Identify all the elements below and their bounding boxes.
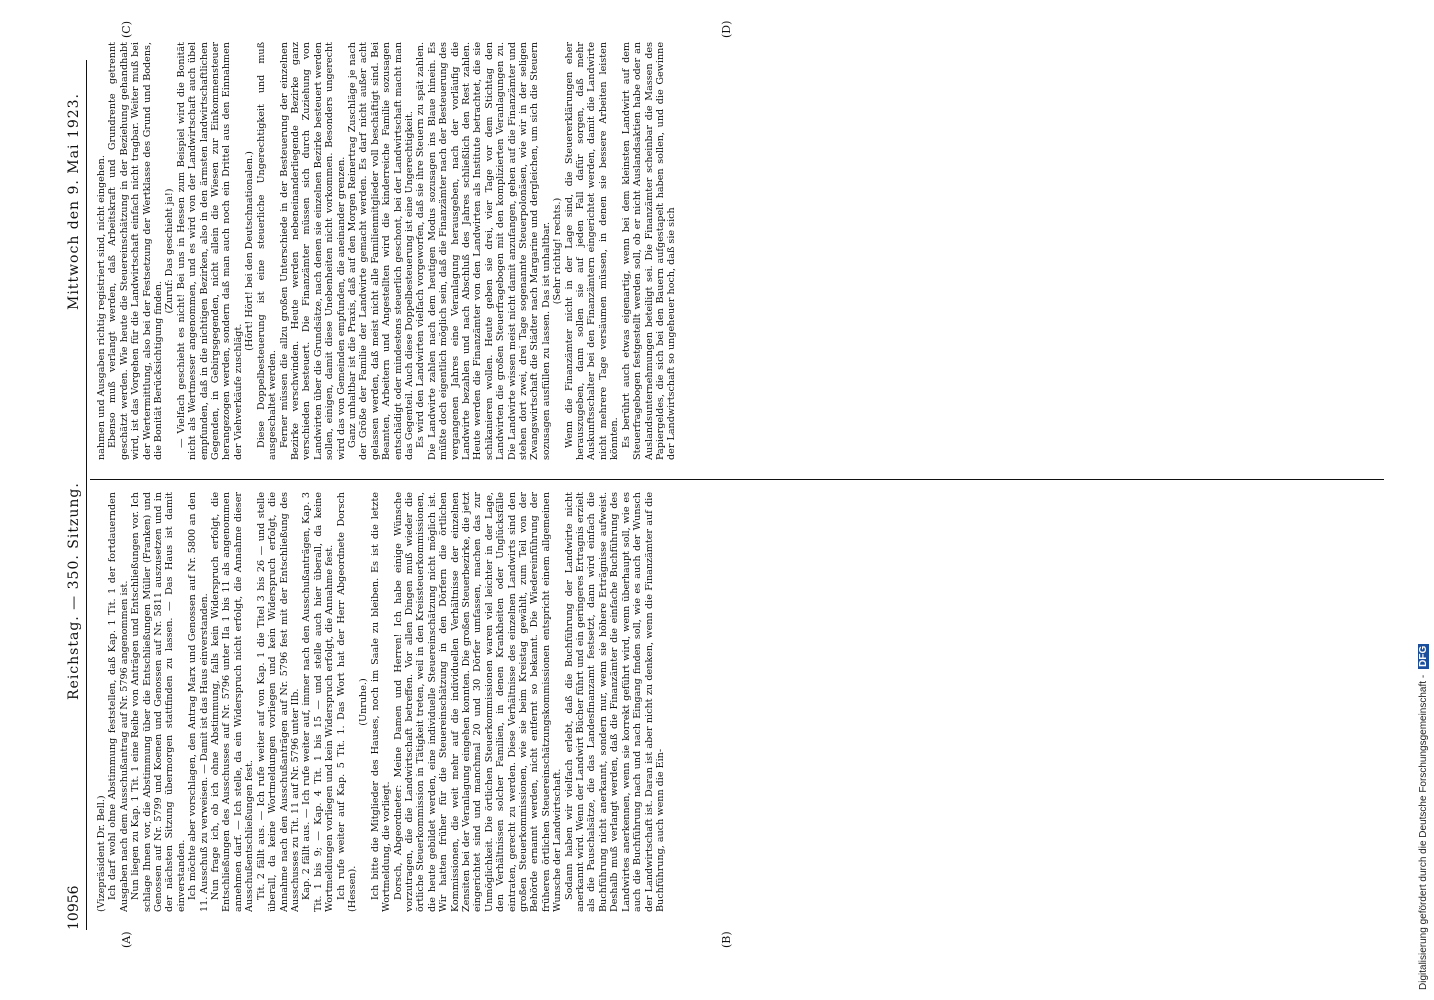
header-right-title: Mittwoch den 9. Mai 1923.	[66, 93, 82, 310]
dfg-logo: DFG	[1418, 645, 1429, 667]
paragraph: Ferner müssen die allzu großen Unterschiede in der Besteuerung der einzelnen Bezirke verschwinden. Heute werden nebeneinanderliegende Bezirke ganz verschieden besteuert. Die Finanzämter müssen sich durch Zuziehung von Landwirten über die Grundsätze, nach denen sie einzelnen Bezirke besteuert werden sollen, einigen, damit diese Unebenheiten nicht vorkommen. Besonders ungerecht wird das von Gemeinden empfunden, die aneinander grenzen.	[278, 42, 347, 460]
paragraph: Nun liegen zu Kap. 1 Tit. 1 eine Reihe von Anträgen und Entschließungen vor. Ich schlage Ihnen vor, die Abstimmung über die Entschließungen Müller (Franken) und Genossen auf Nr. 5799 und Koenen und Genossen auf Nr. 5811 auszusetzen und in der nächsten Sitzung übermorgen stattfinden zu lassen. — Das Haus ist damit einverstanden.	[130, 492, 187, 912]
page-header	[62, 60, 87, 930]
interjection: (Sehr richtig! rechts.)	[552, 197, 564, 305]
paragraph: Dorsch, Abgeordneter: Meine Damen und Herren! Ich habe einige Wünsche vorzutragen, die die Landwirtschaft betreffen. Vor allen Dingen muß wieder die örtliche Steuerkommission in Tätigkeit treten, weil in den Kreissteuerkommissionen, die heute gebildet werden, eine individuelle Steuereinschätzung nicht möglich ist. Wir hatten früher für die Steuereinschätzung in den Dörfern die örtlichen Kommissionen, die weit mehr auf die individuellen Verhältnisse der einzelnen Zensiten bei der Veranlagung eingehen konnten. Die großen Steuerbezirke, die jetzt eingerichtet sind und manchmal 20 und 30 Dörfer umfassen, machen das zur Unmöglichkeit. Die örtlichen Steuerkommissionen waren viel leichter in der Lage, den Verhältnissen solcher Familien, in denen Krankheiten oder Unglücksfälle eintraten, gerecht zu werden. Diese Verhältnisse des einzelnen Landwirts sind den großen Steuerkommissionen, wie sie beim Kreistag gewählt, zum Teil von der Behörde ernannt werden, nicht entfernt so bekannt. Die Wiedereinführung der früheren örtlichen Steuereinschätzungskommissionen entspricht einem allgemeinen Wunsche der Landwirtschaft.	[392, 492, 564, 912]
margin-marker-b: (B)	[720, 931, 733, 948]
paragraph: Ebenso muß verlangt werden, daß Arbeitskraft und Grundrente getrennt geschätzt werden. Wie heute die Steuereinschätzung in der Beziehung gehandhabt wird, ist das Vorgehen für die Landwirtschaft einfach nicht tragbar. Weiter muß bei der Wertermittlung, also bei der Festsetzung der Wertklasse des Grund und Bodens, die Bonität Berücksichtigung finden.	[107, 42, 165, 460]
paragraph: Ich rufe weiter auf Kap. 5 Tit. 1. Das Wort hat der Herr Abgeordnete Dorsch (Hessen).	[335, 492, 358, 912]
paragraph: (Vizepräsident Dr. Bell.)	[96, 795, 107, 912]
paragraph: Ich bitte die Mitglieder des Hauses, noch im Saale zu bleiben. Es ist die letzte Wortmeldung, die vorliegt.	[369, 492, 393, 912]
left-column	[96, 492, 1382, 912]
paragraph: Es berührt auch etwas eigenartig, wenn bei dem kleinsten Landwirt auf dem Steuerfragebogen festgestellt werden soll, ob er nicht Auslandsaktien habe oder an Auslandsunternehmungen beteiligt sei. Die Finanzämter scheinbar die Massen des Papiergeldes, die sich bei den Bauern aufgestapelt haben sollen, und die Gewinne der Landwirtschaft so ungeheuer hoch, daß sie sich	[620, 42, 678, 460]
paragraph: Sodann haben wir vielfach erlebt, daß die Buchführung der Landwirte nicht anerkannt wird. Wenn der Landwirt Bücher führt und ein geringeres Ertragnis erzielt als die Pauschalsätze, die das Landesfinanzamt festsetzt, dann wird einfach die Buchführung nicht anerkannt, sondern nur, wenn sie höhere Erträgnisse aufweist. Deshalb muß verlangt werden, daß die Finanzämter die einfache Buchführung des Landwirtes anerkennen, wenn sie korrekt geführt wird, wenn überhaupt soll, wie es auch die Buchführung nach und nach Eingang finden soll, wie es auch der Wunsch der Landwirtschaft ist. Daran ist aber nicht zu denken, wenn die Finanzämter auf die Buchführung, auch wenn die Ein-	[563, 492, 666, 912]
paragraph: nahmen und Ausgaben richtig registriert sind, nicht eingehen.	[96, 155, 107, 460]
paragraph: Tit. 2 fällt aus. — Ich rufe weiter auf von Kap. 1 die Titel 3 bis 26 — und stelle überall, da keine Wortmeldungen vorliegen und kein Widerspruch erfolgt, die Annahme nach den Ausschußanträgen auf Nr. 5796 fest mit der Entschließung des Ausschusses zu Tit. 11 auf Nr. 5796 unter IIb.	[255, 492, 301, 912]
paragraph: Ganz unhaltbar ist die Praxis, daß auf den Morgen Reinertrag Zuschläge je nach der Größe der Familie der Landwirte gemacht werden. Es darf nicht außer acht gelassen werden, daß meist nicht alle Familienmitglieder voll beschäftigt sind. Bei Beamten, Arbeitern und Angestellten wird die kinderreiche Familie sozusagen entschädigt oder mindestens steuerlich geschont, bei der Landwirtschaft macht man das Gegenteil. Auch diese Doppelbesteuerung ist eine Ungerechtigkeit.	[346, 42, 415, 460]
interjection: (Unruhe.)	[358, 678, 370, 726]
interjection: (Zuruf: Das geschieht ja!)	[164, 188, 176, 314]
column-divider	[90, 479, 1384, 480]
interjection: (Hört! Hört! bei den Deutschnationalen.)	[244, 151, 256, 351]
paragraph: Nun frage ich, ob ich ohne Abstimmung, falls kein Widerspruch erfolgt, die Entschließungen des Ausschusses auf Nr. 5796 unter IIa 1 bis 11 als angenommen annehmen darf. — Ich stelle, da ein Widerspruch nicht erfolgt, die Annahme dieser Ausschußentschließungen fest.	[210, 492, 256, 912]
paragraph: — Vielfach geschieht es nicht! Bei uns in Hessen zum Beispiel wird die Bonität nicht als Wertmesser angenommen, und es wird von der Landwirtschaft auch übel empfunden, daß in die nichtigen Bezirken, also in den ärmsten landwirtschaftlichen Gegenden, in Gebirgsgegenden, nicht allein die Wiesen zur Einkommensteuer herangezogen werden, sondern daß man auch noch ein Drittel aus den Einnahmen der Viehverkäufe zuschlägt.	[175, 42, 244, 460]
right-column	[96, 42, 1382, 460]
paragraph: Wenn die Finanzämter nicht in der Lage sind, die Steuererklärungen eher herauszugeben, dann sollen sie auf jeden Fall dafür sorgen, daß mehr Auskunftsschalter bei den Finanzämtern eingerichtet werden, damit die Landwirte nicht mehrere Tage versäumen müssen, in denen sie bessere Arbeiten leisten könnten.	[563, 42, 621, 460]
margin-marker-a: (A)	[120, 931, 133, 948]
paragraph: Es wird den Landwirten vielfach vorgeworfen, daß sie ihre Steuern zu spät zahlen. Die Landwirte zahlen nach dem heutigen Modus sozusagen ins Blaue hinein. Es müßte doch eigentlich möglich sein, daß die Finanzämter nach der Besteuerung des vergangenen Jahres eine Veranlagung herausgeben, nach der vorläufig die Landwirte bezahlen und nach Abschluß des Jahres schließlich den Rest zahlen. Heute werden die Finanzämter von den Landwirten als Institute betrachtet, die sie schikanieren wollen. Heute geben sie drei, vier Tage vor dem Stichtag den Landwirten die großen Steuerfragebogen mit den komplizierten Veranlagungen zu. Die Landwirte wissen meist nicht damit anzufangen, gehen auf die Finanzämter und stehen dort zwei, drei Tage sogenannte Steuerpolonäsen, wie wir in der seligen Zwangswirtschaft die Städter nach Margarine und dergleichen, um sich die Steuern sozusagen ausfüllen zu lassen. Das ist unhaltbar.	[415, 42, 552, 460]
digitization-credit	[1418, 10, 1434, 990]
paragraph: Ich darf wohl ohne Abstimmung feststellen, daß Kap. 1 Tit. 1 der fortdauernden Ausgaben nach dem Ausschußantrag auf Nr. 5796 angenommen ist.	[107, 492, 130, 912]
credit-text: Digitalisierung gefördert durch die Deutsche Forschungsgemeinschaft -	[1418, 674, 1429, 990]
margin-marker-c: (C)	[120, 21, 133, 38]
paragraph: Kap. 2 fällt aus. — Ich rufe weiter auf, immer nach den Ausschußanträgen, Kap. 3 Tit. 1 bis 9; — Kap. 4 Tit. 1 bis 15 — und stelle auch hier überall, da keine Wortmeldungen vorliegen und kein Widerspruch erfolgt, die Annahme fest.	[301, 492, 336, 912]
header-left-title: Reichstag. — 350. Sitzung.	[66, 482, 82, 700]
margin-marker-d: (D)	[720, 20, 733, 38]
page-number: 10956	[66, 885, 82, 930]
paragraph: Ich möchte aber vorschlagen, den Antrag Marx und Genossen auf Nr. 5800 an den 11. Ausschuß zu verweisen. — Damit ist das Haus einverstanden.	[187, 492, 210, 912]
paragraph: Diese Doppelbesteuerung ist eine steuerliche Ungerechtigkeit und muß ausgeschaltet werden.	[255, 42, 279, 460]
